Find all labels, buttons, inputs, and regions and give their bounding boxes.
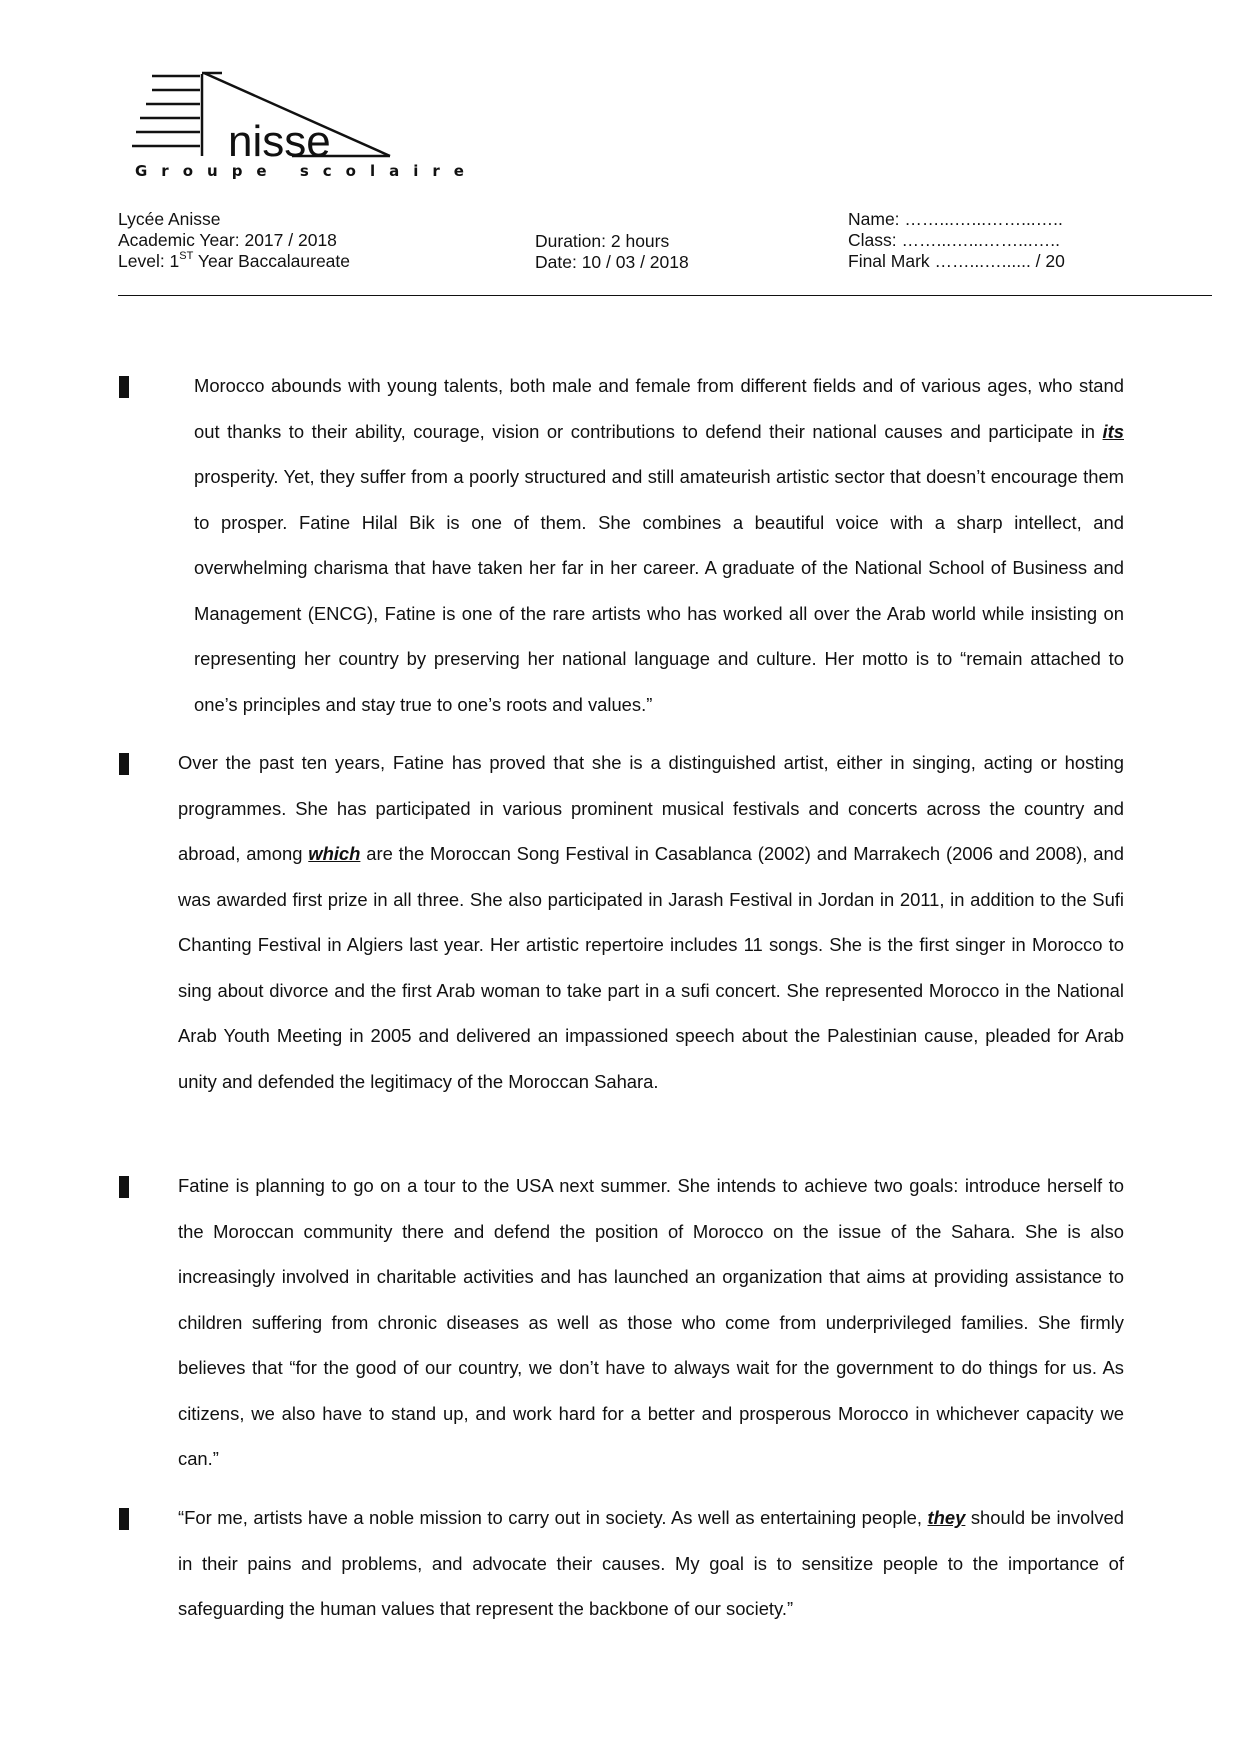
duration: Duration: 2 hours bbox=[535, 231, 670, 251]
class-field[interactable]: Class: ……...…...……...….. bbox=[848, 230, 1060, 250]
paragraph-marker bbox=[119, 753, 129, 775]
reference-word-which: which bbox=[308, 843, 361, 864]
header-school-info bbox=[118, 209, 350, 272]
school-logo bbox=[132, 68, 478, 186]
reference-word-its: its bbox=[1102, 420, 1124, 442]
paragraph-3: Fatine is planning to go on a tour to the USA next summer. She intends to achieve two goals: introduce herself to the Moroccan community there and defend the position of Morocco on the issue of the Sahara. She is also increasingly involved in charitable activities and has launched an organization that aims at providing assistance to children suffering from chronic diseases as well as those who come from underprivileged families. She firmly believes that “for the good of our country, we don’t have to always wait for the government to do things for us. As citizens, we also have to stand up, and work hard for a better and prosperous Morocco in whichever capacity we can.” bbox=[178, 1175, 1124, 1469]
paragraph-marker bbox=[119, 1508, 129, 1530]
paragraph-1 bbox=[194, 363, 1124, 727]
paragraph-marker bbox=[119, 1176, 129, 1198]
level bbox=[118, 251, 350, 272]
header-divider bbox=[118, 295, 1212, 296]
p2-text-a: Over the past ten years, Fatine has proved that she is a distinguished artist, either in singing, acting or hosting programmes. She has participated in various prominent musical festivals and concerts across the country and abroad, among bbox=[178, 752, 1124, 864]
academic-year: Academic Year: 2017 / 2018 bbox=[118, 230, 337, 250]
p4-text-b: should be involved in their pains and problems, and advocate their causes. My goal is to sensitize people to the importance of safeguarding the human values that represent the backbone of our society.” bbox=[178, 1507, 1125, 1619]
school-name: Lycée Anisse bbox=[118, 209, 221, 229]
p1-text-a: Morocco abounds with young talents, both male and female from different fields and of various ages, who stand out thanks to their ability, courage, vision or contributions to defend their national causes and participate in bbox=[194, 375, 1124, 442]
name-field[interactable]: Name: ……...…...……...….. bbox=[848, 209, 1063, 229]
header-student-fields bbox=[848, 209, 1065, 272]
paragraph-marker bbox=[119, 376, 129, 398]
paragraph-2 bbox=[178, 740, 1124, 1104]
p1-text-b: prosperity. Yet, they suffer from a poorly structured and still amateurish artistic sector that doesn’t encourage them to prosper. Fatine Hilal Bik is one of them. She combines a beautiful voice with a sharp intellect, and overwhelming charisma that have taken her far in her career. A graduate of the National School of Business and Management (ENCG), Fatine is one of the rare artists who has worked all over the Arab world while insisting on representing her country by preserving her national language and culture. Her motto is to “remain attached to one’s principles and stay true to one’s roots and values.” bbox=[194, 466, 1124, 715]
reference-word-they: they bbox=[927, 1507, 966, 1528]
exam-date: Date: 10 / 03 / 2018 bbox=[535, 252, 689, 272]
paragraph-4 bbox=[178, 1495, 1124, 1632]
logo-wordmark: nisse bbox=[228, 117, 331, 166]
level-suffix: Year Baccalaureate bbox=[193, 251, 351, 271]
level-sup: ST bbox=[179, 250, 194, 263]
p4-text-a: “For me, artists have a noble mission to carry out in society. As well as entertaining people, bbox=[178, 1507, 928, 1528]
level-prefix: Level: 1 bbox=[118, 251, 180, 271]
header-exam-info bbox=[535, 231, 689, 273]
final-mark-field[interactable]: Final Mark ……...…...... / 20 bbox=[848, 251, 1065, 271]
p2-text-b: are the Moroccan Song Festival in Casablanca (2002) and Marrakech (2006 and 2008), and was awarded first prize in all three. She also participated in Jarash Festival in Jordan in 2011, in addition to the Sufi Chanting Festival in Algiers last year. Her artistic repertoire includes 11 songs. She is the first singer in Morocco to sing about divorce and the first Arab woman to take part in a sufi concert. She represented Morocco in the National Arab Youth Meeting in 2005 and delivered an impassioned speech about the Palestinian cause, pleaded for Arab unity and defended the legitimacy of the Moroccan Sahara. bbox=[178, 843, 1124, 1092]
logo-subtitle: Groupe scolaire bbox=[135, 162, 478, 180]
